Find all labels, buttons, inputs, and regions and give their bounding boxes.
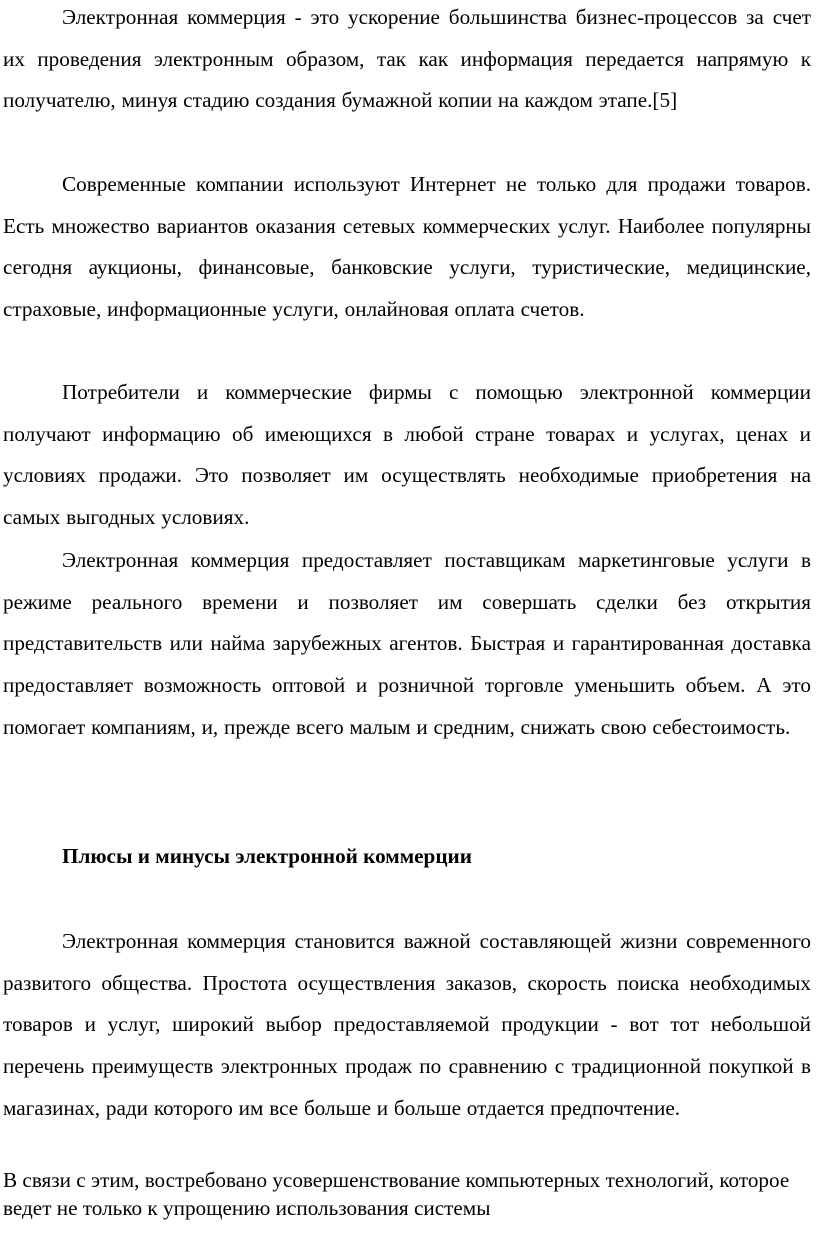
paragraph-consumers: Потребители и коммерческие фирмы с помощью электронной коммерции получают информацию об имеющихся в любой стране товарах и услугах, ценах и условиях продажи. Это позволяет им осуществлять необходимые приобретения на самых выгодных условиях.	[3, 380, 811, 530]
paragraph-ecommerce-definition: Электронная коммерция - это ускорение большинства бизнес-процессов за счет их проведения электронным образом, так как информация передается напрямую к получателю, минуя стадию создания бумажной копии на каждом этапе.[5]	[3, 5, 811, 113]
section-heading: Плюсы и минусы электронной коммерции	[62, 844, 472, 868]
paragraph-tail: В связи с этим, востребовано усовершенствование компьютерных технологий, которое ведет не только к упрощению использования системы	[3, 1168, 790, 1220]
paragraph-suppliers: Электронная коммерция предоставляет поставщикам маркетинговые услуги в режиме реального времени и позволяет им совершать сделки без открытия представительств или найма зарубежных агентов. Быстрая и гарантированная доставка предоставляет возможность оптовой и розничной торговле уменьшить объем. А это помогает компаниям, и, прежде всего малым и средним, снижать свою себестоимость.	[3, 548, 811, 739]
paragraph-pros: Электронная коммерция становится важной составляющей жизни современного развитого общества. Простота осуществления заказов, скорость поиска необходимых товаров и услуг, широкий выбор предоставляемой продукции - вот тот небольшой перечень преимуществ электронных продаж по сравнению с традиционной покупкой в магазинах, ради которого им все больше и больше отдается предпочтение.	[3, 929, 811, 1120]
paragraph-internet-services: Современные компании используют Интернет не только для продажи товаров. Есть множество вариантов оказания сетевых коммерческих услуг. Наиболее популярны сегодня аукционы, финансовые, банковские услуги, туристические, медицинские, страховые, информационные услуги, онлайновая оплата счетов.	[3, 172, 811, 322]
